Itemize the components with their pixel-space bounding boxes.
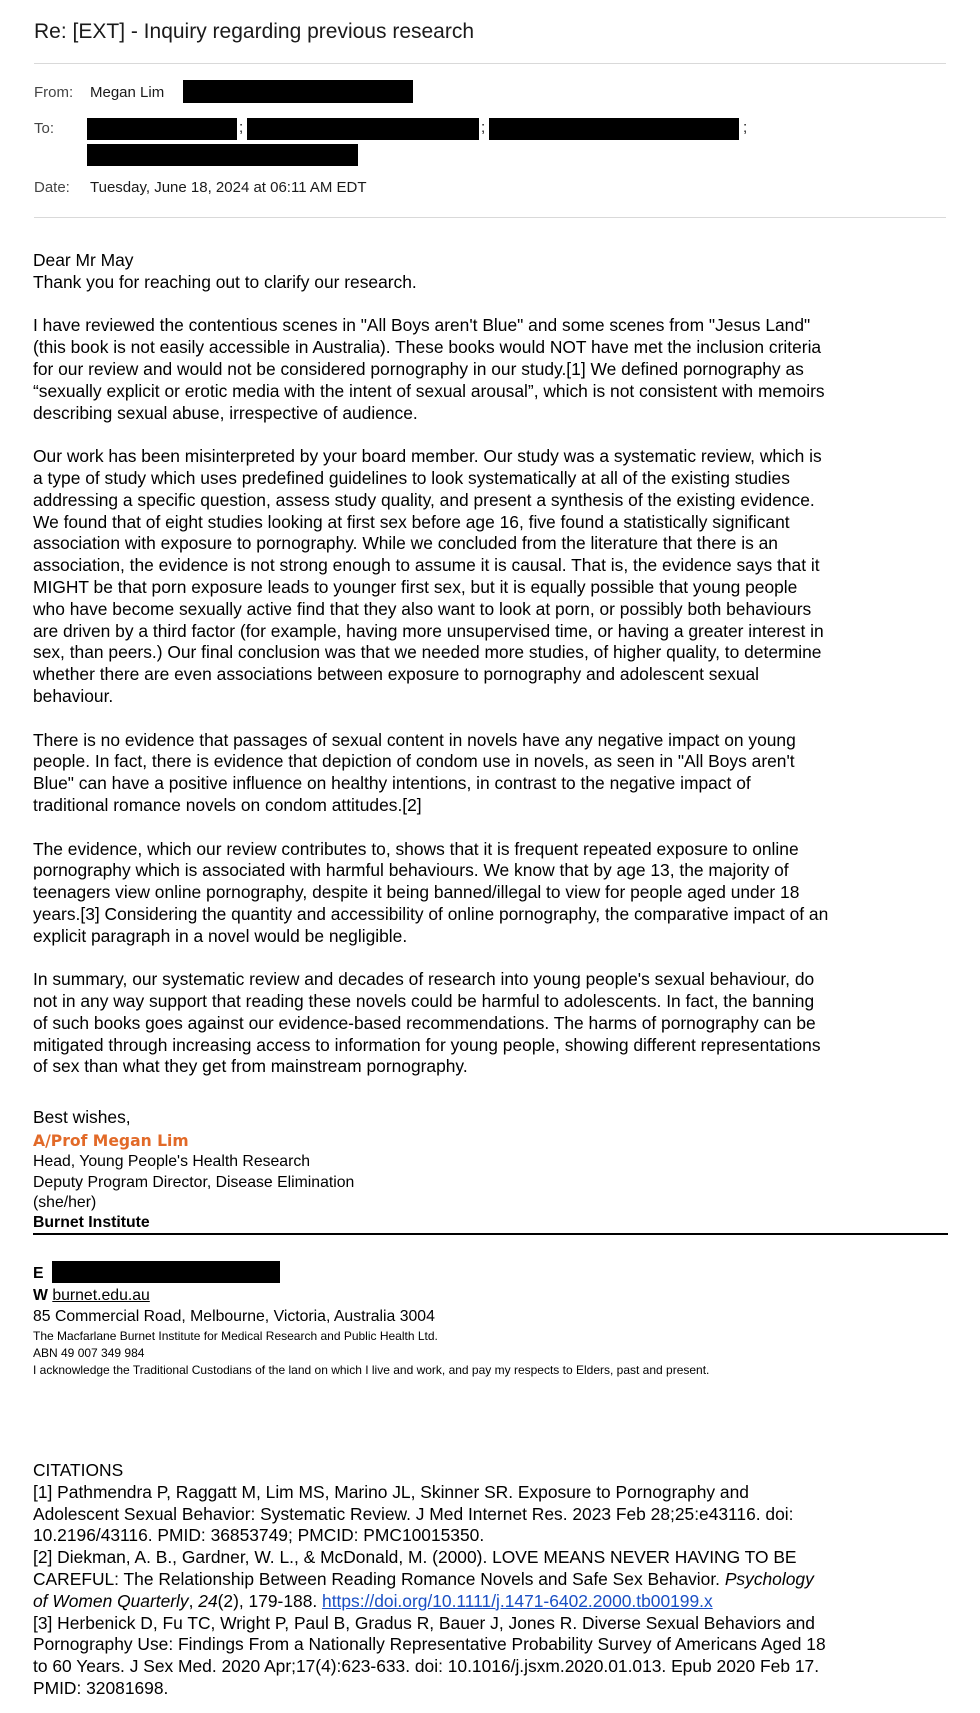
citation-2-volume: 24 bbox=[198, 1590, 218, 1611]
redacted-recipient-3 bbox=[489, 118, 739, 140]
from-row bbox=[34, 84, 165, 101]
citations bbox=[33, 1460, 958, 1700]
body-paragraph: In summary, our systematic review and decades of research into young people's sexual behaviour, do not in any way support that reading these novels could be harmful to adolescents. In fact, the banning of such books goes against our evidence-based recommendations. The harms of pornography can be mitigated through increasing access to information for young people, showing different representations of sex than what they get from mainstream pornography. bbox=[33, 969, 821, 1077]
signature-title-1: Head, Young People's Health Research bbox=[33, 1153, 311, 1170]
citation-2-journal: Psychology of Women Quarterly bbox=[33, 1568, 814, 1611]
email-subject: Re: [EXT] - Inquiry regarding previous research bbox=[34, 20, 475, 43]
website-label: W bbox=[33, 1287, 48, 1304]
signature-name: A/Prof Megan Lim bbox=[33, 1132, 189, 1150]
website-row bbox=[33, 1286, 150, 1306]
redacted-recipient-4 bbox=[87, 144, 358, 166]
citation-2 bbox=[33, 1547, 958, 1612]
recipient-separator-1: ; bbox=[239, 119, 244, 136]
header-divider-bottom bbox=[34, 217, 946, 218]
date-value: Tuesday, June 18, 2024 at 06:11 AM EDT bbox=[90, 179, 367, 196]
signature-org: Burnet Institute bbox=[33, 1214, 150, 1231]
from-label: From: bbox=[34, 84, 74, 101]
citation-3: [3] Herbenick D, Fu TC, Wright P, Paul B, Gradus R, Bauer J, Jones R. Diverse Sexual Behaviors and Pornography Use: Findings From a Nationally Representative Probability Survey of Americans Aged 18 to 60 Years. J Sex Med. 2020 Apr;17(4):623-633. doi: 10.1016/j.jsxm.2020.01.013. Epub 2020 Feb 17. PMID: 32081698. bbox=[33, 1612, 826, 1698]
date-row bbox=[34, 179, 367, 196]
citation-2-text: [2] Diekman, A. B., Gardner, W. L., & McDonald, M. (2000). LOVE MEANS NEVER HAVING TO BE CAREFUL: The Relationship Between Reading Romance Novels and Safe Sex Behavior. bbox=[33, 1547, 797, 1589]
body-paragraph: Our work has been misinterpreted by your board member. Our study was a systematic review, which is a type of study which uses predefined guidelines to look systematically at all of the existing studies addressing a specific question, assess study quality, and present a synthesis of the existing evidence. We found that of eight studies looking at first sex before age 16, five found a statistically significant association with exposure to pornography. While we concluded from the literature that there is an association, the evidence is not strong enough to assume it is causal. That is, the evidence says that it MIGHT be that porn exposure leads to younger first sex, but it is equally possible that young people who have become sexually active find that they also want to look at porn, or possibly both behaviours are driven by a third factor (for example, having more unsupervised time, or having a greater interest in sex, than peers.) Our final conclusion was that we needed more studies, of higher quality, to determine whether there are even associations between exposure to pornography and adolescent sexual behaviour. bbox=[33, 446, 824, 706]
signature-divider bbox=[33, 1233, 948, 1235]
redacted-recipient-2 bbox=[247, 118, 479, 140]
recipient-separator-3: ; bbox=[743, 119, 748, 136]
closing: Best wishes, bbox=[33, 1107, 131, 1127]
to-label: To: bbox=[34, 120, 55, 137]
redacted-from-email bbox=[183, 80, 413, 103]
abn: ABN 49 007 349 984 bbox=[33, 1346, 145, 1360]
citations-heading: CITATIONS bbox=[33, 1460, 124, 1480]
recipient-separator-2: ; bbox=[481, 119, 486, 136]
address: 85 Commercial Road, Melbourne, Victoria, Australia 3004 bbox=[33, 1308, 435, 1325]
email-label: E bbox=[33, 1265, 44, 1282]
greeting: Dear Mr May bbox=[33, 250, 134, 270]
from-name[interactable]: Megan Lim bbox=[90, 84, 165, 101]
email-body bbox=[33, 250, 953, 1100]
signature-title-2: Deputy Program Director, Disease Elimination bbox=[33, 1174, 355, 1191]
citation-1: [1] Pathmendra P, Raggatt M, Lim MS, Marino JL, Skinner SR. Exposure to Pornography and Adolescent Sexual Behavior: Systematic Review. J Med Internet Res. 2023 Feb 28;25:e43116. doi: 10.2196/43116. PMID: 36853749; PMCID: PMC10015350. bbox=[33, 1481, 794, 1546]
legal-name: The Macfarlane Burnet Institute for Medical Research and Public Health Ltd. bbox=[33, 1329, 438, 1343]
website-link[interactable]: burnet.edu.au bbox=[52, 1287, 150, 1304]
redacted-recipient-1 bbox=[87, 118, 237, 140]
redacted-signature-email bbox=[52, 1261, 280, 1283]
citation-2-doi-link[interactable]: https://doi.org/10.1111/j.1471-6402.2000.tb00199.x bbox=[322, 1590, 713, 1611]
body-paragraph: I have reviewed the contentious scenes in "All Boys aren't Blue" and some scenes from "Jesus Land" (this book is not easily accessible in Australia). These books would NOT have met the inclusion criteria for our review and would not be considered pornography in our study.[1] We defined pornography as “sexually explicit or erotic media with the intent of sexual arousal”, which is not consistent with memoirs describing sexual abuse, irrespective of audience. bbox=[33, 315, 825, 423]
intro-line: Thank you for reaching out to clarify our research. bbox=[33, 271, 417, 292]
body-paragraph: The evidence, which our review contributes to, shows that it is frequent repeated exposure to online pornography which is associated with harmful behaviours. We know that by age 13, the majority of teenagers view online pornography, despite it being banned/illegal to view for people aged under 18 years.[3] Considering the quantity and accessibility of online pornography, the comparative impact of an explicit paragraph in a novel would be negligible. bbox=[33, 838, 829, 946]
citation-2-pages: (2), 179-188. bbox=[217, 1590, 323, 1611]
header-divider-top bbox=[34, 63, 946, 64]
date-label: Date: bbox=[34, 179, 70, 196]
citation-2-comma: , bbox=[188, 1590, 199, 1611]
body-paragraph: There is no evidence that passages of sexual content in novels have any negative impact on young people. In fact, there is evidence that depiction of condom use in novels, as seen in "All Boys aren't Blue" can have a positive influence on healthy intentions, in contrast to the negative impact of traditional romance novels on condom attitudes.[2] bbox=[33, 729, 796, 815]
acknowledgement: I acknowledge the Traditional Custodians of the land on which I live and work, and pay my respects to Elders, past and present. bbox=[33, 1363, 710, 1377]
signature-pronouns: (she/her) bbox=[33, 1194, 97, 1211]
